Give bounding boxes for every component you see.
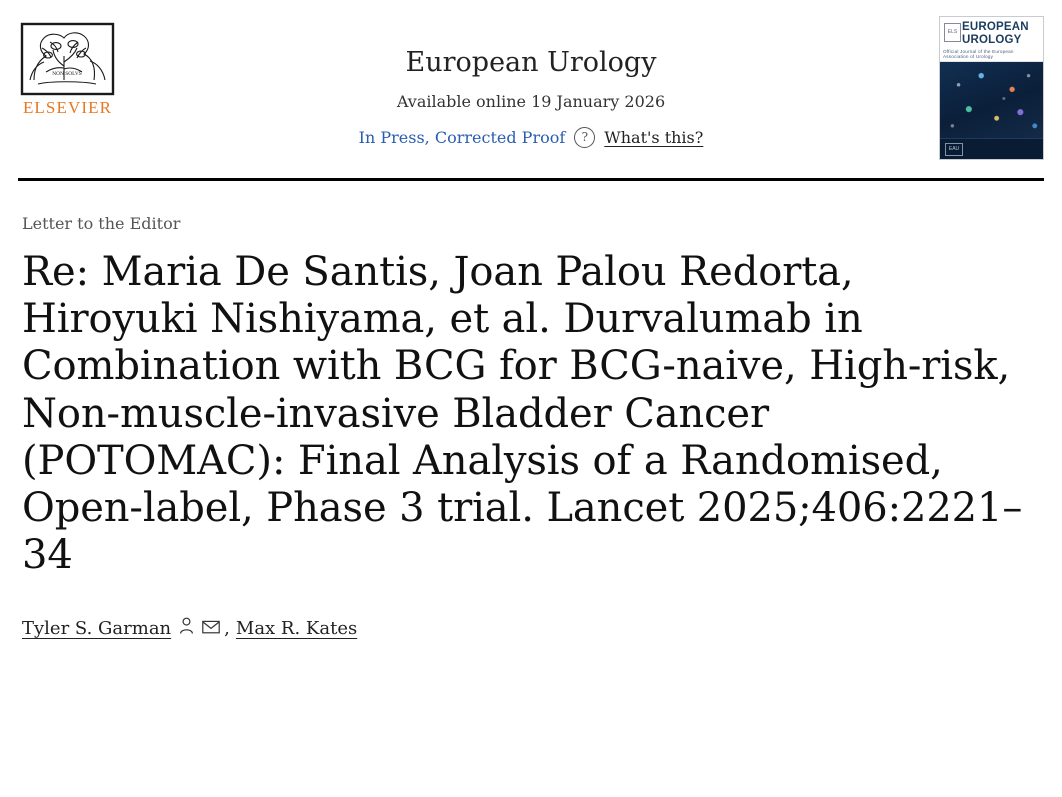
elsevier-wordmark: ELSEVIER xyxy=(22,98,113,117)
question-mark-circle-icon[interactable]: ? xyxy=(574,127,595,148)
envelope-glyph xyxy=(202,620,220,634)
proof-status-link[interactable]: In Press, Corrected Proof xyxy=(358,127,566,147)
article-header xyxy=(22,214,1040,640)
author-list xyxy=(22,617,1040,640)
cover-subtitle: Official Journal of the European Association of Urology xyxy=(943,49,1014,59)
author-separator: , xyxy=(224,618,230,640)
journal-title: European Urology xyxy=(405,47,657,78)
cover-artwork xyxy=(940,62,1043,138)
cover-publisher-mark-icon: ELS xyxy=(944,23,961,42)
cover-badge-icon: EAU xyxy=(945,143,963,156)
proof-status-row xyxy=(0,127,1062,148)
cover-masthead xyxy=(940,17,1043,62)
cover-footer xyxy=(940,138,1043,160)
journal-cover-thumbnail[interactable] xyxy=(939,16,1044,160)
author-profile-icon[interactable] xyxy=(179,617,194,640)
email-icon[interactable] xyxy=(202,618,220,639)
header-divider xyxy=(18,178,1044,181)
cover-title-line2: UROLOGY xyxy=(962,33,1022,46)
cover-title xyxy=(962,21,1040,47)
author-1-icons xyxy=(179,617,220,640)
author-name-2[interactable]: Max R. Kates xyxy=(235,618,358,640)
author-name-1[interactable]: Tyler S. Garman xyxy=(22,618,172,640)
page-title: Re: Maria De Santis, Joan Palou Redorta, Hiroyuki Nishiyama, et al. Durvalumab in Combination with BCG for BCG-naive, High-risk, Non-muscle-invasive Bladder Cancer (POTOMAC): Final Analysis of a Randomised, Open-label, Phase 3 trial. Lancet 2025;406:2221–34 xyxy=(22,249,1023,579)
person-glyph xyxy=(179,617,194,635)
journal-info xyxy=(0,48,1062,148)
cover-title-line1: EUROPEAN xyxy=(962,21,1029,33)
availability-date: Available online 19 January 2026 xyxy=(396,91,666,111)
svg-text:NON SOLVS: NON SOLVS xyxy=(52,71,82,77)
journal-header xyxy=(0,0,1062,178)
article-type-label: Letter to the Editor xyxy=(22,214,181,233)
whats-this-link[interactable]: What's this? xyxy=(604,127,704,147)
